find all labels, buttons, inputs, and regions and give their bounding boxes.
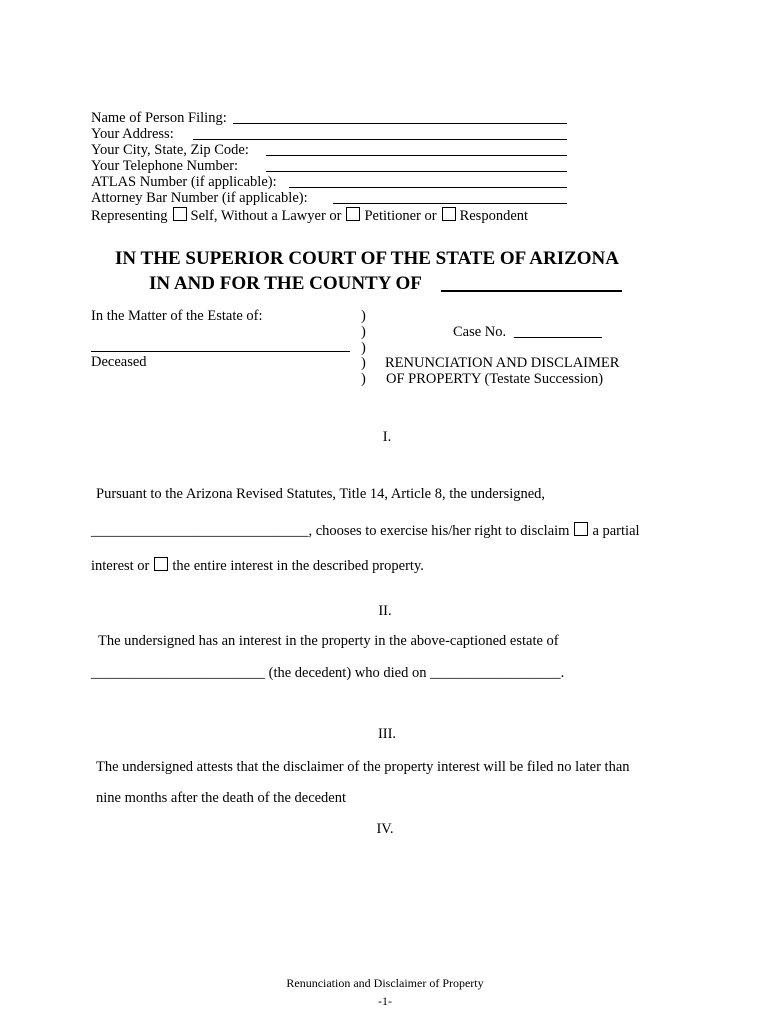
telephone-number-blank[interactable]: [266, 171, 567, 172]
deceased-label: Deceased: [91, 354, 147, 370]
section-1-line2: [91, 522, 640, 539]
petitioner-checkbox[interactable]: [346, 207, 360, 221]
city-state-zip-blank[interactable]: [266, 155, 567, 156]
section-2-line2: ________________________ (the decedent) who died on __________________.: [91, 665, 565, 681]
attorney-bar-number-label: Attorney Bar Number (if applicable):: [91, 190, 308, 206]
section-1-line2-text: , chooses to exercise his/her right to disclaim: [308, 523, 570, 539]
section-2-heading: II.: [378, 603, 392, 619]
partial-interest-label: a partial: [592, 523, 640, 539]
court-title-line1: IN THE SUPERIOR COURT OF THE STATE OF ARIZONA: [115, 248, 619, 269]
footer-title: Renunciation and Disclaimer of Property: [286, 976, 484, 990]
representing-row: [91, 207, 528, 224]
caption-paren: ): [361, 371, 366, 387]
caption-paren: ): [361, 340, 366, 356]
respondent-checkbox[interactable]: [442, 207, 456, 221]
atlas-number-blank[interactable]: [289, 187, 567, 188]
name-of-person-filing-blank[interactable]: [233, 123, 567, 124]
section-3-heading: III.: [377, 726, 397, 742]
representing-label: Representing: [91, 208, 168, 224]
court-title-line2: IN AND FOR THE COUNTY OF: [149, 273, 422, 294]
page-number: -1-: [378, 994, 392, 1008]
entire-interest-label: the entire interest in the described property.: [172, 558, 424, 574]
section-3-line1: The undersigned attests that the disclaimer of the property interest will be filed no later than: [96, 759, 630, 775]
your-address-blank[interactable]: [193, 139, 567, 140]
caption-paren: ): [361, 324, 366, 340]
caption-paren: ): [361, 355, 366, 371]
self-option-label: Self, Without a Lawyer or: [190, 208, 342, 224]
section-1-heading: I.: [382, 429, 392, 445]
interest-or-label: interest or: [91, 558, 150, 574]
section-2-line1: The undersigned has an interest in the property in the above-captioned estate of: [98, 633, 559, 649]
entire-interest-checkbox[interactable]: [154, 557, 168, 571]
city-state-zip-label: Your City, State, Zip Code:: [91, 142, 249, 158]
deceased-name-blank[interactable]: [91, 351, 350, 352]
document-title-line1: RENUNCIATION AND DISCLAIMER: [385, 355, 620, 371]
atlas-number-label: ATLAS Number (if applicable):: [91, 174, 277, 190]
telephone-number-label: Your Telephone Number:: [91, 158, 239, 174]
estate-of-label: In the Matter of the Estate of:: [91, 308, 263, 324]
county-blank[interactable]: [441, 290, 622, 292]
partial-interest-checkbox[interactable]: [574, 522, 588, 536]
case-no-label: Case No.: [453, 324, 507, 340]
section-1-line1: Pursuant to the Arizona Revised Statutes, Title 14, Article 8, the undersigned,: [96, 486, 546, 502]
disclaimant-name-blank[interactable]: ______________________________: [91, 523, 309, 539]
document-title-line2: OF PROPERTY (Testate Succession): [386, 371, 604, 387]
name-of-person-filing-label: Name of Person Filing:: [91, 110, 227, 126]
section-4-heading: IV.: [376, 821, 394, 837]
your-address-label: Your Address:: [91, 126, 174, 142]
caption-paren: ): [361, 308, 366, 324]
self-checkbox[interactable]: [173, 207, 187, 221]
case-no-blank[interactable]: [514, 337, 602, 338]
section-1-line3: [91, 557, 424, 574]
petitioner-option-label: Petitioner or: [364, 208, 437, 224]
attorney-bar-number-blank[interactable]: [333, 203, 567, 204]
section-3-line2: nine months after the death of the decedent: [96, 790, 347, 806]
respondent-option-label: Respondent: [459, 208, 529, 224]
